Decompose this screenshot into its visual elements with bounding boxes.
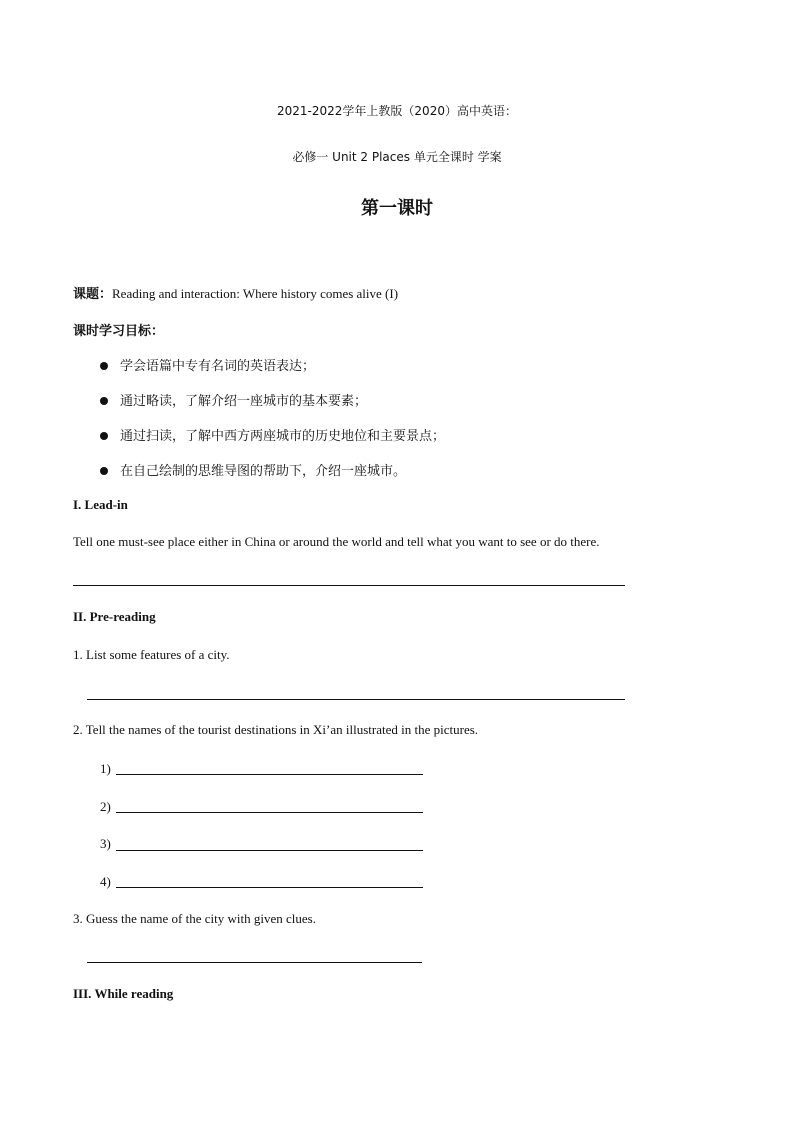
answer-line-question-2-item[interactable] — [116, 812, 423, 813]
question-2: 2. Tell the names of the tourist destinations in Xi’an illustrated in the pictures. — [73, 722, 479, 737]
document-header-line-1: 2021-2022学年上教版（2020）高中英语： — [277, 104, 517, 118]
question-2-item-number: 4) — [100, 874, 111, 889]
answer-line-question-2-item[interactable] — [116, 850, 423, 851]
bullet-icon — [100, 362, 108, 370]
learning-goal-text: 通过扫读，了解中西方两座城市的历史地位和主要景点； — [120, 429, 446, 444]
section-heading-while-reading: III. While reading — [73, 986, 174, 1001]
topic-label: 课题： — [73, 287, 113, 302]
section-heading-lead-in: I. Lead-in — [73, 497, 128, 512]
learning-goal-text: 通过略读，了解介绍一座城市的基本要素； — [120, 394, 368, 409]
question-1: 1. List some features of a city. — [73, 647, 230, 662]
learning-goal-text: 在自己绘制的思维导图的帮助下，介绍一座城市。 — [120, 464, 407, 479]
learning-goal-item — [100, 460, 406, 479]
answer-line-question-2-item[interactable] — [116, 887, 423, 888]
answer-line-question-3[interactable] — [87, 962, 422, 963]
document-header-line-2: 必修一 Unit 2 Places 单元全课时 学案 — [292, 150, 502, 164]
answer-line-question-2-item[interactable] — [116, 774, 423, 775]
topic-row — [73, 283, 398, 302]
question-2-item-number: 2) — [100, 799, 111, 814]
bullet-icon — [100, 397, 108, 405]
answer-line-question-1[interactable] — [87, 699, 625, 700]
bullet-icon — [100, 467, 108, 475]
question-2-item-number: 1) — [100, 761, 111, 776]
question-2-item-number: 3) — [100, 836, 111, 851]
learning-goal-text: 学会语篇中专有名词的英语表达； — [120, 359, 316, 374]
learning-goal-item — [100, 355, 315, 374]
learning-goal-item — [100, 425, 445, 444]
learning-goals-heading: 课时学习目标： — [73, 324, 165, 339]
lesson-title: 第一课时 — [361, 198, 433, 219]
learning-goal-item — [100, 390, 367, 409]
section-heading-pre-reading: II. Pre-reading — [73, 609, 156, 624]
lead-in-instruction: Tell one must-see place either in China or around the world and tell what you want to see or do there. — [73, 534, 600, 549]
question-3: 3. Guess the name of the city with given clues. — [73, 911, 316, 926]
answer-line-lead-in[interactable] — [73, 585, 625, 586]
bullet-icon — [100, 432, 108, 440]
topic-value: Reading and interaction: Where history comes alive (I) — [112, 286, 399, 301]
